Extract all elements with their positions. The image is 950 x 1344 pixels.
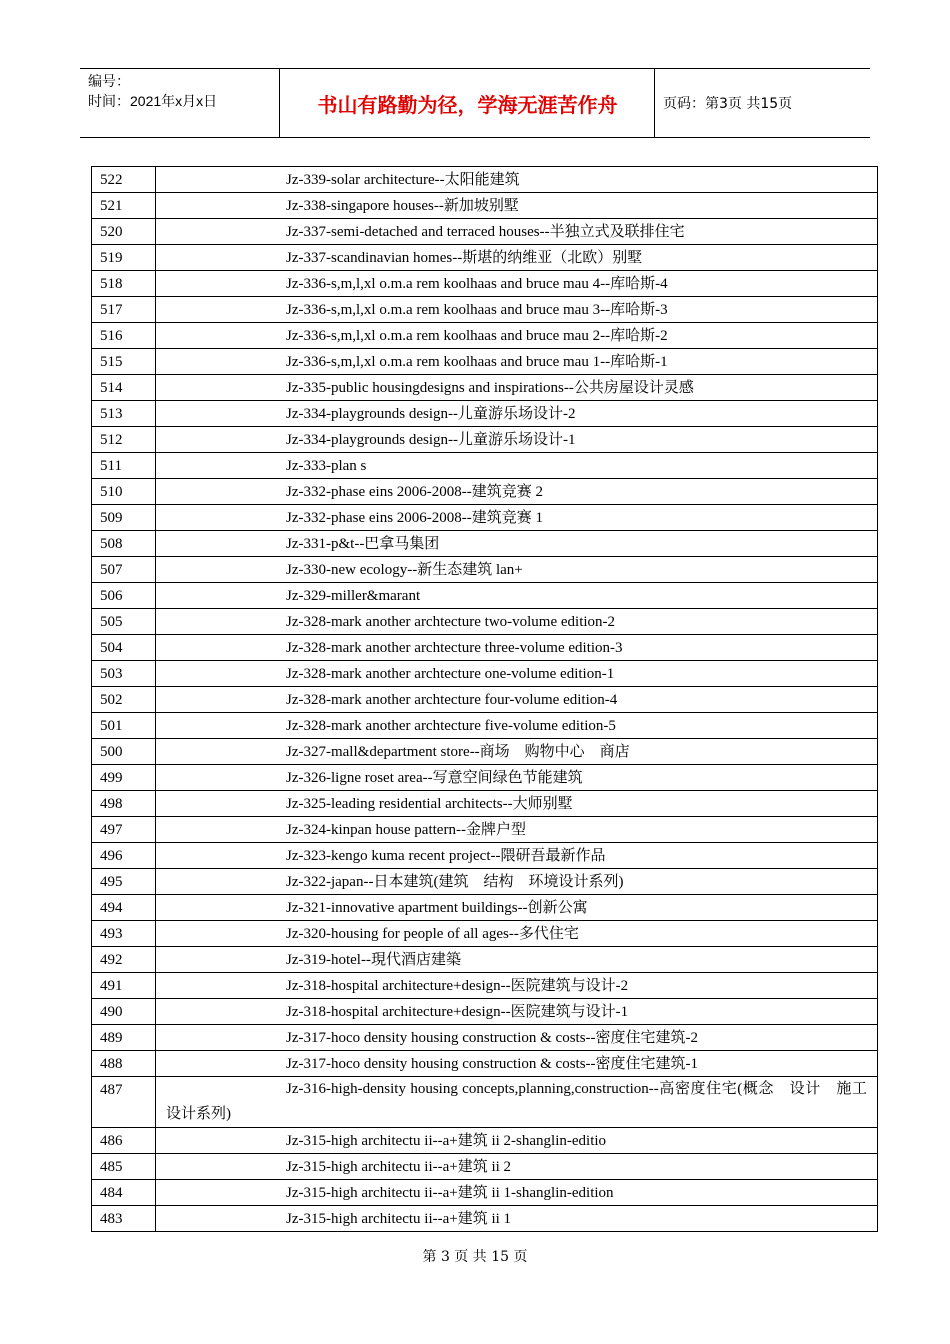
table-row	[92, 1051, 878, 1077]
table-row	[92, 1206, 878, 1232]
table-row	[92, 1025, 878, 1051]
table-row	[92, 297, 878, 323]
row-title: Jz-323-kengo kuma recent project--隈研吾最新作品	[156, 843, 878, 869]
row-number: 493	[92, 921, 156, 947]
row-title: Jz-336-s,m,l,xl o.m.a rem koolhaas and bruce mau 1--库哈斯-1	[156, 349, 878, 375]
table-row	[92, 869, 878, 895]
catalog-table-body	[92, 167, 883, 1232]
row-number: 511	[92, 453, 156, 479]
date-label: 时间：2021年x月x日	[88, 93, 218, 109]
row-title: Jz-315-high architectu ii--a+建筑 ii 2	[156, 1154, 878, 1180]
table-row	[92, 167, 878, 193]
row-number: 515	[92, 349, 156, 375]
row-number: 506	[92, 583, 156, 609]
table-row	[92, 271, 878, 297]
row-number: 490	[92, 999, 156, 1025]
row-title: Jz-336-s,m,l,xl o.m.a rem koolhaas and bruce mau 4--库哈斯-4	[156, 271, 878, 297]
page-footer: 第 3 页 共 15 页	[422, 1249, 528, 1265]
row-number: 513	[92, 401, 156, 427]
row-number: 486	[92, 1128, 156, 1154]
row-number: 516	[92, 323, 156, 349]
table-row	[92, 193, 878, 219]
table-row	[92, 765, 878, 791]
header-page-label: 页码：第3页 共15页	[663, 96, 793, 112]
table-row	[92, 1077, 878, 1128]
table-row	[92, 583, 878, 609]
row-number: 522	[92, 167, 156, 193]
table-row	[92, 1128, 878, 1154]
table-row	[92, 323, 878, 349]
row-title: Jz-337-scandinavian homes--斯堪的纳维亚（北欧）别墅	[156, 245, 878, 271]
table-row	[92, 609, 878, 635]
row-number: 492	[92, 947, 156, 973]
row-number: 501	[92, 713, 156, 739]
table-row	[92, 739, 878, 765]
row-title: Jz-337-semi-detached and terraced houses--半独立式及联排住宅	[156, 219, 878, 245]
row-title: Jz-317-hoco density housing construction & costs--密度住宅建筑-1	[156, 1051, 878, 1077]
row-title: Jz-332-phase eins 2006-2008--建筑竞赛 1	[156, 505, 878, 531]
table-row	[92, 505, 878, 531]
row-title: Jz-318-hospital architecture+design--医院建筑与设计-1	[156, 999, 878, 1025]
row-title: Jz-326-ligne roset area--写意空间绿色节能建筑	[156, 765, 878, 791]
header-motto: 书山有路勤为径，学海无涯苦作舟	[281, 69, 655, 137]
row-title: Jz-321-innovative apartment buildings--创新公寓	[156, 895, 878, 921]
row-number: 521	[92, 193, 156, 219]
catalog-table	[91, 166, 883, 1232]
row-number: 485	[92, 1154, 156, 1180]
row-number: 514	[92, 375, 156, 401]
row-title: Jz-338-singapore houses--新加坡别墅	[156, 193, 878, 219]
row-number: 502	[92, 687, 156, 713]
table-row	[92, 375, 878, 401]
row-number: 503	[92, 661, 156, 687]
table-row	[92, 349, 878, 375]
table-row	[92, 895, 878, 921]
table-row	[92, 973, 878, 999]
row-number: 519	[92, 245, 156, 271]
row-number: 498	[92, 791, 156, 817]
table-row	[92, 427, 878, 453]
row-title: Jz-317-hoco density housing construction & costs--密度住宅建筑-2	[156, 1025, 878, 1051]
row-title: Jz-319-hotel--現代酒店建築	[156, 947, 878, 973]
page-header	[80, 68, 870, 138]
table-row	[92, 687, 878, 713]
row-number: 510	[92, 479, 156, 505]
row-number: 491	[92, 973, 156, 999]
row-title: Jz-322-japan--日本建筑(建筑 结构 环境设计系列)	[156, 869, 878, 895]
row-title: Jz-315-high architectu ii--a+建筑 ii 2-shanglin-editio	[156, 1128, 878, 1154]
row-number: 488	[92, 1051, 156, 1077]
table-row	[92, 453, 878, 479]
row-number: 495	[92, 869, 156, 895]
row-title: Jz-328-mark another archtecture three-volume edition-3	[156, 635, 878, 661]
row-title: Jz-334-playgrounds design--儿童游乐场设计-1	[156, 427, 878, 453]
row-title: Jz-333-plan s	[156, 453, 878, 479]
row-title: Jz-328-mark another archtecture one-volume edition-1	[156, 661, 878, 687]
row-title: Jz-334-playgrounds design--儿童游乐场设计-2	[156, 401, 878, 427]
row-number: 499	[92, 765, 156, 791]
row-number: 483	[92, 1206, 156, 1232]
table-row	[92, 661, 878, 687]
table-row	[92, 219, 878, 245]
row-number: 500	[92, 739, 156, 765]
table-row	[92, 557, 878, 583]
table-row	[92, 843, 878, 869]
row-title: Jz-320-housing for people of all ages--多代住宅	[156, 921, 878, 947]
row-title: Jz-315-high architectu ii--a+建筑 ii 1	[156, 1206, 878, 1232]
table-row	[92, 1180, 878, 1206]
table-row	[92, 921, 878, 947]
table-row	[92, 531, 878, 557]
row-title: Jz-328-mark another archtecture five-volume edition-5	[156, 713, 878, 739]
table-row	[92, 1154, 878, 1180]
row-title: Jz-327-mall&department store--商场 购物中心 商店	[156, 739, 878, 765]
row-number: 504	[92, 635, 156, 661]
row-number: 484	[92, 1180, 156, 1206]
row-number: 494	[92, 895, 156, 921]
table-row	[92, 635, 878, 661]
row-title: Jz-330-new ecology--新生态建筑 lan+	[156, 557, 878, 583]
row-number: 512	[92, 427, 156, 453]
row-number: 520	[92, 219, 156, 245]
row-number: 496	[92, 843, 156, 869]
table-row	[92, 713, 878, 739]
row-number: 508	[92, 531, 156, 557]
row-number: 517	[92, 297, 156, 323]
row-title: Jz-336-s,m,l,xl o.m.a rem koolhaas and bruce mau 3--库哈斯-3	[156, 297, 878, 323]
table-row	[92, 817, 878, 843]
row-title: Jz-336-s,m,l,xl o.m.a rem koolhaas and bruce mau 2--库哈斯-2	[156, 323, 878, 349]
id-label: 编号：	[88, 73, 130, 89]
row-number: 497	[92, 817, 156, 843]
row-title: Jz-316-high-density housing concepts,planning,construction--高密度住宅(概念 设计 施工 设计系列)	[156, 1077, 878, 1128]
row-title: Jz-335-public housingdesigns and inspirations--公共房屋设计灵感	[156, 375, 878, 401]
table-row	[92, 401, 878, 427]
row-title: Jz-332-phase eins 2006-2008--建筑竞赛 2	[156, 479, 878, 505]
table-row	[92, 479, 878, 505]
row-title: Jz-315-high architectu ii--a+建筑 ii 1-shanglin-edition	[156, 1180, 878, 1206]
row-title: Jz-331-p&t--巴拿马集团	[156, 531, 878, 557]
row-number: 509	[92, 505, 156, 531]
row-number: 487	[92, 1077, 156, 1128]
row-title: Jz-328-mark another archtecture two-volume edition-2	[156, 609, 878, 635]
row-title: Jz-329-miller&marant	[156, 583, 878, 609]
table-row	[92, 791, 878, 817]
row-title: Jz-324-kinpan house pattern--金牌户型	[156, 817, 878, 843]
row-number: 518	[92, 271, 156, 297]
table-row	[92, 245, 878, 271]
header-meta	[80, 69, 280, 137]
row-title: Jz-339-solar architecture--太阳能建筑	[156, 167, 878, 193]
row-number: 489	[92, 1025, 156, 1051]
row-title: Jz-328-mark another archtecture four-volume edition-4	[156, 687, 878, 713]
table-row	[92, 947, 878, 973]
row-title: Jz-325-leading residential architects--大师别墅	[156, 791, 878, 817]
row-number: 507	[92, 557, 156, 583]
row-number: 505	[92, 609, 156, 635]
table-row	[92, 999, 878, 1025]
row-title: Jz-318-hospital architecture+design--医院建筑与设计-2	[156, 973, 878, 999]
